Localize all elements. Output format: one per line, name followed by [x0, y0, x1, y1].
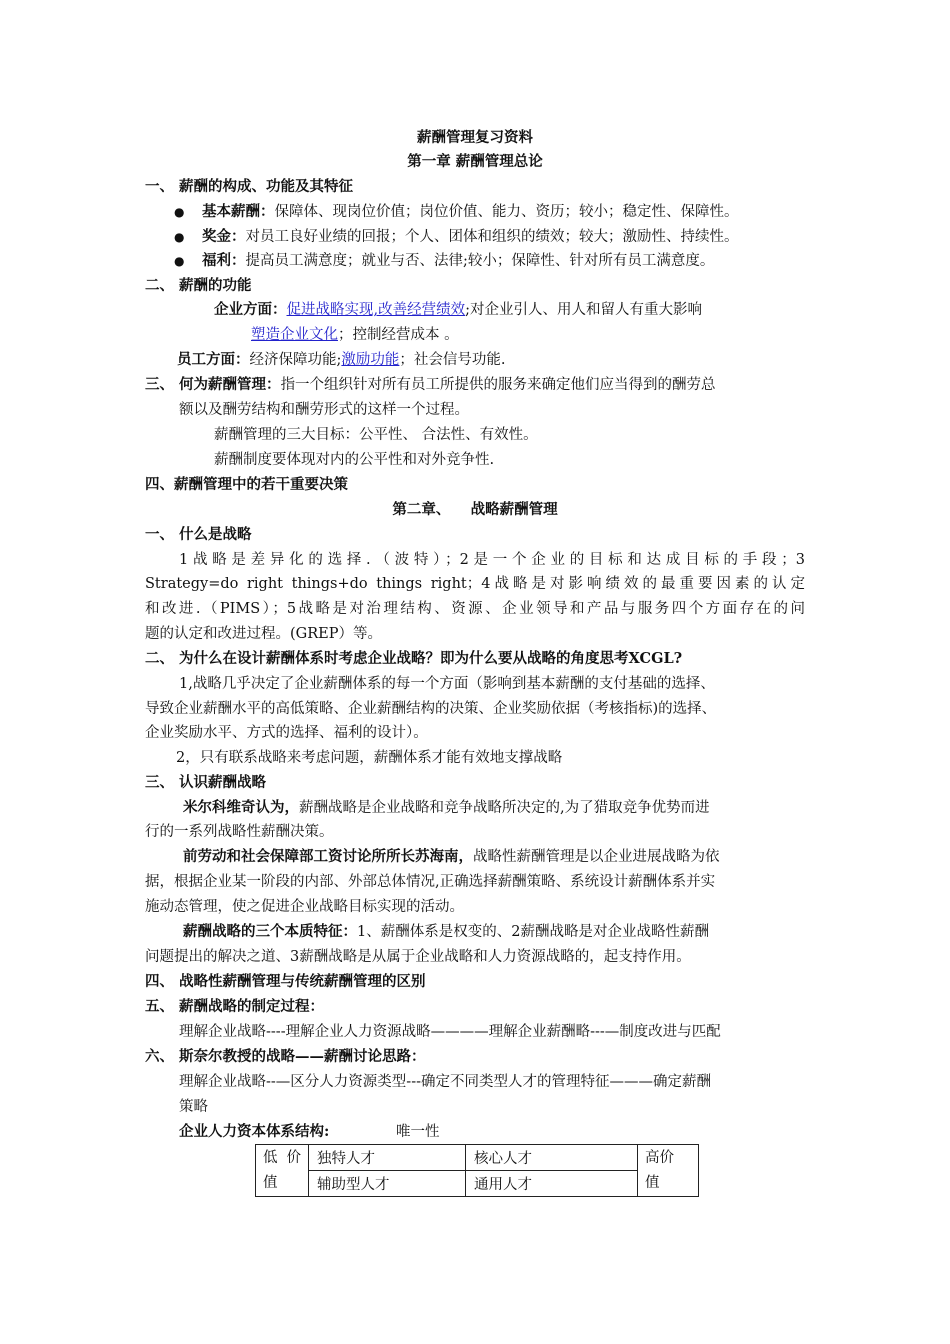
culture-link[interactable]: 塑造企业文化 [251, 327, 338, 343]
bullet-icon: ● [174, 254, 185, 268]
table-row [256, 1145, 699, 1171]
ch1-s3-line [145, 373, 716, 397]
ch1-s3-heading: 三、 何为薪酬管理： [145, 376, 281, 393]
item-text: 提高员工满意度；就业与否、法律;较小；保障性、针对所有员工满意度。 [245, 253, 715, 269]
ch2-s4-heading: 四、 战略性薪酬管理与传统薪酬管理的区别 [145, 973, 426, 990]
ch2-s2-line: 企业奖励水平、方式的选择、福利的设计）。 [145, 725, 428, 741]
ch2-s3-p2-line3: 施动态管理，使之促进企业战略目标实现的活动。 [145, 899, 464, 915]
enterprise-text: ；控制经营成本 。 [338, 327, 459, 343]
strategy-link[interactable]: 促进战略实现,改善经营绩效 [286, 302, 466, 318]
item-text: 对员工良好业绩的回报；个人、团体和组织的绩效；较大；激励性、持续性。 [245, 229, 739, 245]
ch1-s3-text-2: 额以及酬劳结构和酬劳形式的这样一个过程。 [179, 402, 469, 418]
item-label: 奖金： [202, 228, 246, 245]
ch1-s2-heading: 二、 薪酬的功能 [145, 277, 252, 294]
item-text: 保障体、现岗位价值；岗位价值、能力、资历；较小；稳定性、保障性。 [274, 204, 739, 220]
chapter2-title: 第二章、 战略薪酬管理 [392, 501, 558, 518]
structure-label: 企业人力资本体系结构: [179, 1123, 330, 1140]
ch2-s3-p1-text: 薪酬战略是企业战略和竞争战略所决定的,为了猎取竞争优势而进 [299, 800, 710, 816]
table-cell: 通用人才 [466, 1171, 638, 1197]
ch2-s2-line: 导致企业薪酬水平的高低策略、企业薪酬结构的决策、企业奖励依据（考核指标)的选择、 [145, 701, 717, 717]
ch2-s6-text: 理解企业战略--—区分人力资源类型---确定不同类型人才的管理特征———确定薪酬 [179, 1074, 711, 1090]
ch2-s5-text: 理解企业战略----理解企业人力资源战略————理解企业薪酬略---—制度改进与匹配 [179, 1024, 721, 1040]
ch2-s1-line: Strategy=do right things+do things right；4战略是对影响绩效的最重要因素的认定 [145, 576, 805, 592]
item-label: 基本薪酬： [202, 203, 275, 220]
ch2-s3-p2 [183, 845, 720, 869]
list-item [202, 249, 714, 273]
ch2-s3-p2-line2: 据，根据企业某一阶段的内部、外部总体情况,正确选择薪酬策略、系统设计薪酬体系并实 [145, 874, 716, 890]
ch2-s3-p1 [183, 796, 710, 820]
uniqueness-label: 唯一性 [396, 1124, 440, 1140]
employee-text: ；社会信号功能. [399, 352, 506, 368]
bullet-icon: ● [174, 205, 185, 219]
employee-label: 员工方面： [177, 351, 250, 368]
ch2-s1-heading: 一、 什么是战略 [145, 526, 252, 543]
table-row [256, 1171, 699, 1197]
item-label: 福利： [202, 252, 246, 269]
author-name: 米尔科维奇认为， [183, 799, 299, 816]
enterprise-label: 企业方面： [214, 301, 287, 318]
features-label: 薪酬战略的三个本质特征： [183, 923, 357, 940]
high-value-cell: 高价 值 [638, 1145, 699, 1197]
enterprise-line [214, 298, 702, 322]
employee-line [177, 348, 506, 372]
ch1-s3-goals: 薪酬管理的三大目标：公平性、 合法性、有效性。 [214, 427, 538, 443]
table-cell: 辅助型人才 [309, 1171, 466, 1197]
table-cell: 核心人才 [466, 1145, 638, 1171]
human-capital-table [255, 1144, 699, 1197]
ch2-s1-line: 题的认定和改进过程。(GREP）等。 [145, 626, 382, 642]
ch2-s2-heading: 二、 为什么在设计薪酬体系时考虑企业战略？即为什么要从战略的角度思考XCGL? [145, 650, 683, 667]
ch2-s3-p3-text: 1、薪酬体系是权变的、2薪酬战略是对企业战略性薪酬 [357, 924, 709, 940]
ch2-s2-line: 1,战略几乎决定了企业薪酬体系的每一个方面（影响到基本薪酬的支付基础的选择、 [179, 676, 715, 692]
ch2-s3-heading: 三、 认识薪酬战略 [145, 774, 267, 791]
ch2-s6-text-2: 策略 [179, 1099, 208, 1115]
ch1-s3-text: 指一个组织针对所有员工所提供的服务来确定他们应当得到的酬劳总 [280, 377, 716, 393]
ch2-s3-p2-text: 战略性薪酬管理是以企业进展战略为依 [473, 849, 720, 865]
ch2-s2-line: 2，只有联系战略来考虑问题，薪酬体系才能有效地支撑战略 [176, 750, 563, 766]
ch1-s3-fairness: 薪酬制度要体现对内的公平性和对外竞争性. [214, 452, 495, 468]
ch2-s5-heading: 五、 薪酬战略的制定过程： [145, 998, 325, 1015]
chapter1-title: 第一章 薪酬管理总论 [407, 153, 543, 170]
list-item [202, 200, 739, 224]
incentive-link[interactable]: 激励功能 [341, 352, 400, 368]
ch2-s1-line: 和改进.（PIMS）；5战略是对治理结构、资源、企业领导和产品与服务四个方面存在的问 [145, 601, 805, 617]
employee-text: 经济保障功能; [249, 352, 342, 368]
enterprise-text: ;对企业引人、用人和留人有重大影响 [465, 302, 702, 318]
ch2-s1-line: 1战略是差异化的选择.（波特）；2是一个企业的目标和达成目标的手段；3 [179, 552, 805, 568]
low-value-cell: 低 价 值 [256, 1145, 309, 1197]
ch2-s3-p3 [183, 920, 709, 944]
author-name: 前劳动和社会保障部工资讨论所所长苏海南， [183, 848, 473, 865]
bullet-icon: ● [174, 230, 185, 244]
ch2-s6-heading: 六、 斯奈尔教授的战略——薪酬讨论思路： [145, 1048, 426, 1065]
ch2-s3-p3-line2: 问题提出的解决之道、3薪酬战略是从属于企业战略和人力资源战略的，起支持作用。 [145, 949, 691, 965]
ch1-s1-heading: 一、 薪酬的构成、功能及其特征 [145, 178, 354, 195]
table-cell: 独特人才 [309, 1145, 466, 1171]
list-item [202, 225, 739, 249]
document-title: 薪酬管理复习资料 [417, 129, 533, 146]
ch2-s3-p1-line2: 行的一系列战略性薪酬决策。 [145, 824, 334, 840]
enterprise-line-2 [251, 323, 459, 347]
ch1-s4-heading: 四、薪酬管理中的若干重要决策 [145, 476, 348, 493]
